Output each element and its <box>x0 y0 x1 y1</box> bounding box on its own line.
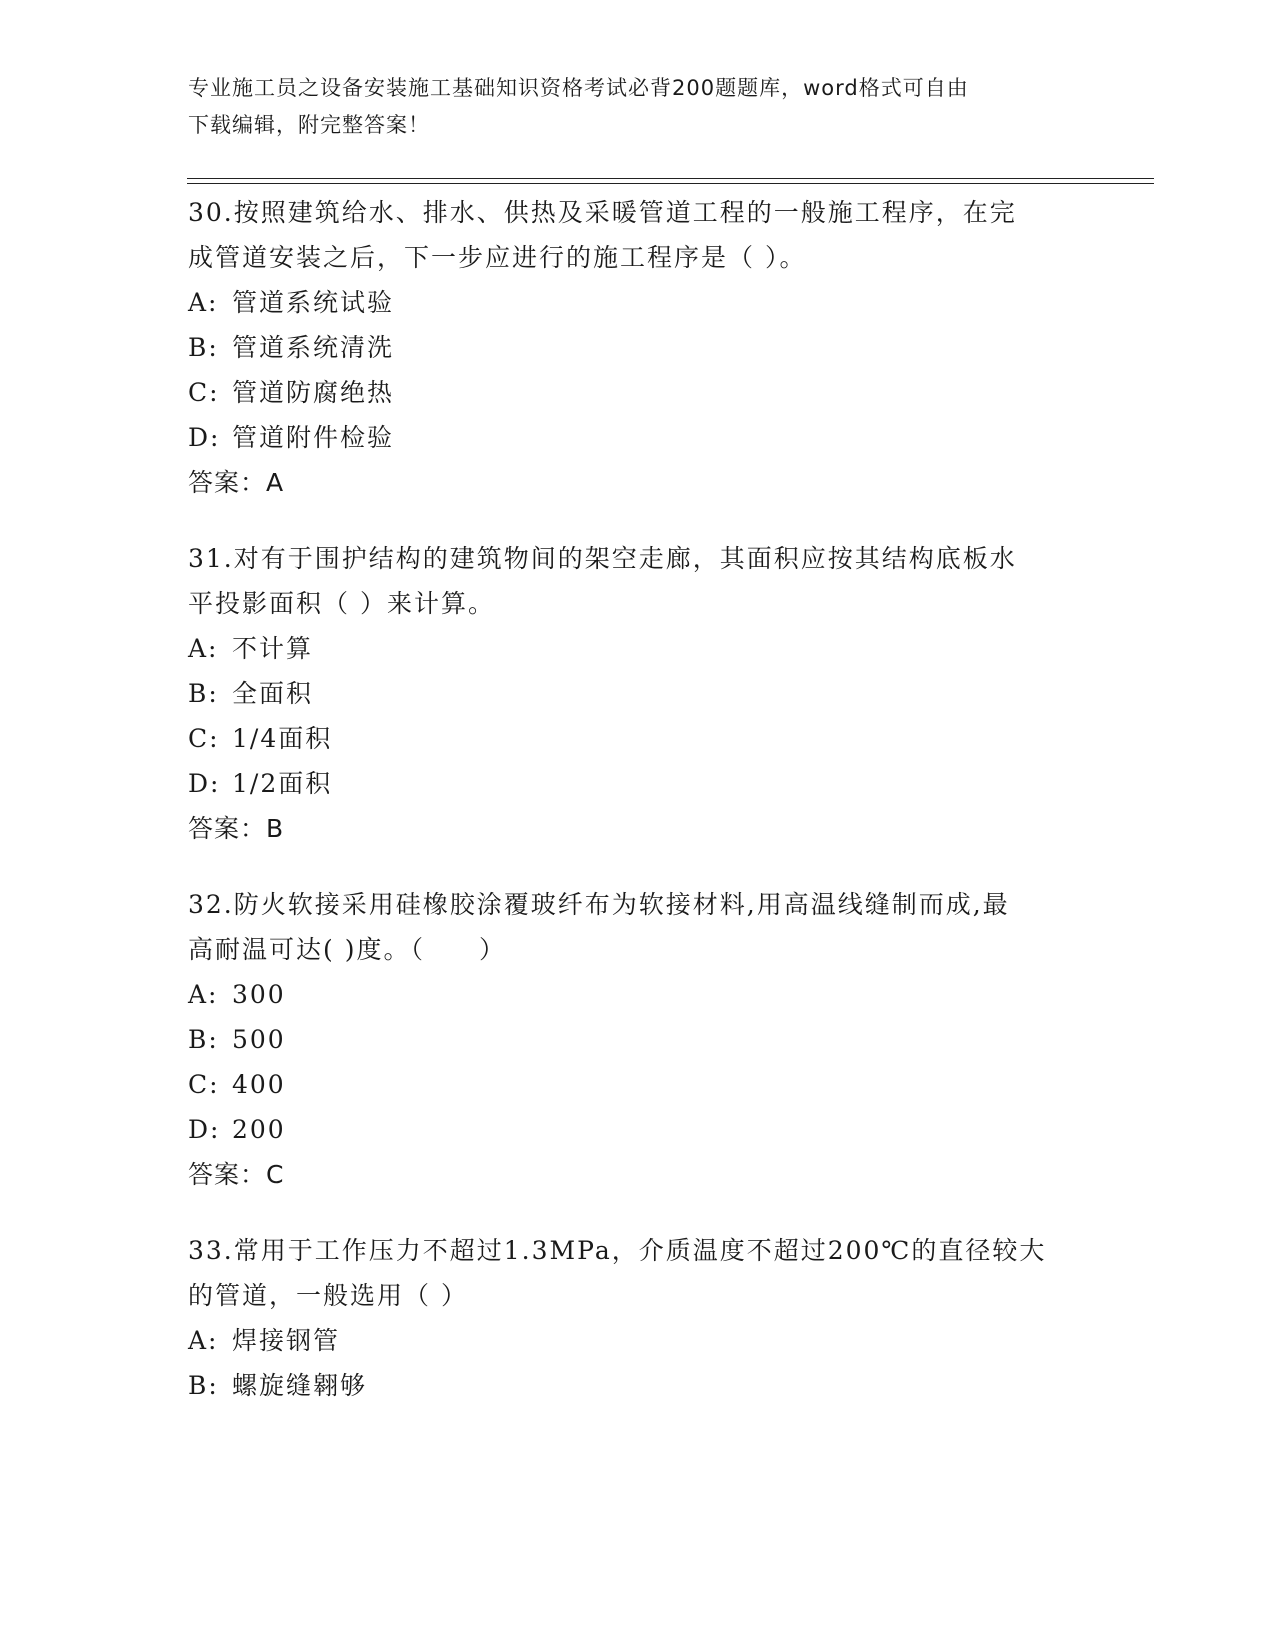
option-text: 管道附件检验 <box>232 423 395 452</box>
question-stem-line: 30.按照建筑给水、排水、供热及采暖管道工程的一般施工程序，在完 <box>188 198 1017 227</box>
question-list <box>188 190 1088 1438</box>
question-stem-line: 的管道，一般选用（ ） <box>188 1281 468 1310</box>
option-d <box>188 761 1088 806</box>
option-b <box>188 1363 1088 1408</box>
question-stem-line: 高耐温可达( )度。（ ） <box>188 935 506 964</box>
option-b <box>188 325 1088 370</box>
option-text: 管道防腐绝热 <box>232 378 395 407</box>
option-letter: C: <box>188 1070 220 1099</box>
question-stem <box>188 536 1088 626</box>
option-text: 400 <box>232 1070 286 1099</box>
option-letter: B: <box>188 333 219 362</box>
option-c <box>188 1062 1088 1107</box>
option-b <box>188 671 1088 716</box>
option-text: 1/4面积 <box>232 724 333 753</box>
answer-label: 答案：A <box>188 468 285 497</box>
question-31 <box>188 536 1088 852</box>
option-letter: A: <box>188 980 219 1009</box>
option-text: 200 <box>232 1115 286 1144</box>
option-text: 焊接钢管 <box>232 1326 341 1355</box>
option-letter: B: <box>188 679 219 708</box>
option-text: 不计算 <box>232 634 314 663</box>
option-text: 管道系统试验 <box>232 288 395 317</box>
question-stem <box>188 190 1088 280</box>
header-line-2: 下载编辑，附完整答案！ <box>188 113 430 137</box>
question-32 <box>188 882 1088 1198</box>
header-line-1: 专业施工员之设备安装施工基础知识资格考试必背200题题库，word格式可自由 <box>188 76 969 100</box>
option-letter: D: <box>188 769 221 798</box>
option-text: 螺旋缝翱够 <box>232 1371 368 1400</box>
question-stem <box>188 1228 1088 1318</box>
option-text: 管道系统清洗 <box>232 333 395 362</box>
answer-label: 答案：C <box>188 1160 285 1189</box>
option-d <box>188 415 1088 460</box>
option-b <box>188 1017 1088 1062</box>
question-stem-line: 成管道安装之后，下一步应进行的施工程序是（ ）。 <box>188 243 807 272</box>
option-letter: A: <box>188 634 219 663</box>
option-text: 500 <box>232 1025 286 1054</box>
option-c <box>188 716 1088 761</box>
option-d <box>188 1107 1088 1152</box>
option-a <box>188 1318 1088 1363</box>
option-text: 全面积 <box>232 679 314 708</box>
option-text: 300 <box>232 980 286 1009</box>
question-stem-line: 31.对有于围护结构的建筑物间的架空走廊，其面积应按其结构底板水 <box>188 544 1017 573</box>
option-letter: B: <box>188 1371 219 1400</box>
question-stem <box>188 882 1088 972</box>
option-letter: A: <box>188 1326 219 1355</box>
option-a <box>188 280 1088 325</box>
question-stem-line: 32.防火软接采用硅橡胶涂覆玻纤布为软接材料,用高温线缝制而成,最 <box>188 890 1010 919</box>
option-c <box>188 370 1088 415</box>
option-text: 1/2面积 <box>232 769 333 798</box>
option-letter: C: <box>188 724 220 753</box>
header-divider-bottom <box>187 183 1154 184</box>
answer-label: 答案：B <box>188 814 285 843</box>
option-letter: B: <box>188 1025 219 1054</box>
question-stem-line: 平投影面积（ ）来计算。 <box>188 589 495 618</box>
question-stem-line: 33.常用于工作压力不超过1.3MPa，介质温度不超过200℃的直径较大 <box>188 1236 1047 1265</box>
option-a <box>188 972 1088 1017</box>
question-33 <box>188 1228 1088 1408</box>
option-letter: A: <box>188 288 219 317</box>
document-header <box>188 70 1088 144</box>
option-letter: D: <box>188 1115 221 1144</box>
option-a <box>188 626 1088 671</box>
header-divider-top <box>187 178 1154 179</box>
option-letter: D: <box>188 423 221 452</box>
option-letter: C: <box>188 378 220 407</box>
question-30 <box>188 190 1088 506</box>
